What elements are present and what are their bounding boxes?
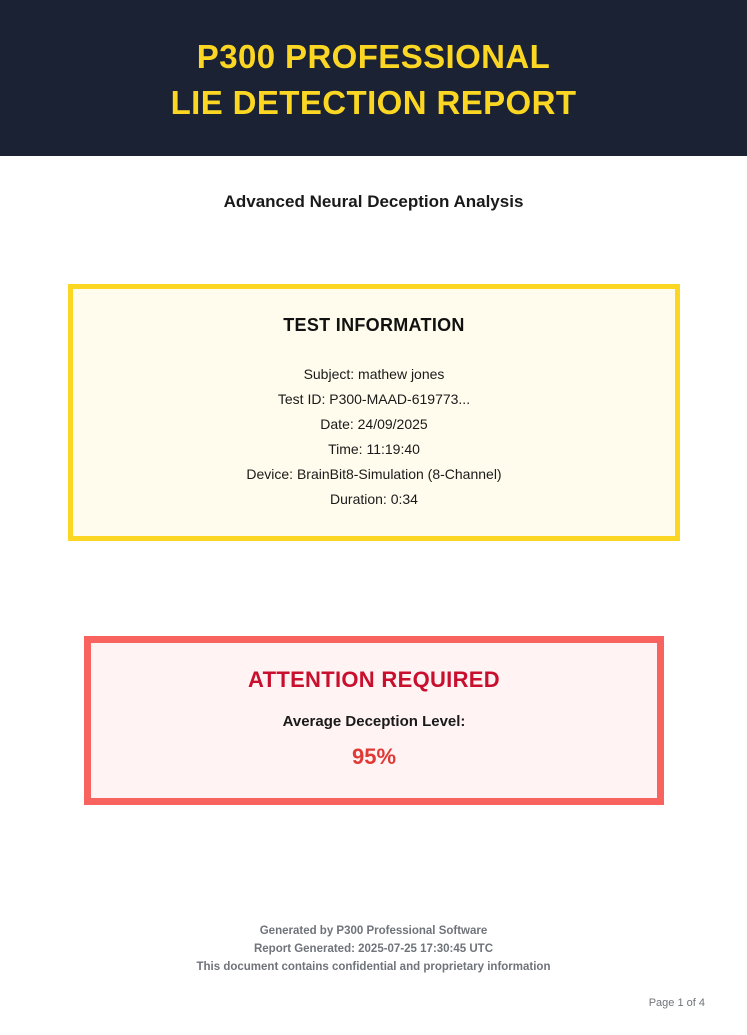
report-subtitle: Advanced Neural Deception Analysis: [223, 192, 524, 211]
report-header: [0, 0, 747, 156]
average-deception-label: Average Deception Level:: [282, 713, 466, 730]
page-number: Page 1 of 4: [648, 997, 705, 1009]
footer-generated-by: Generated by P300 Professional Software: [259, 925, 488, 937]
test-info-subject: Subject: mathew jones: [303, 366, 445, 382]
test-information-title: TEST INFORMATION: [283, 315, 465, 335]
average-deception-value: 95%: [351, 744, 397, 769]
attention-required-title: ATTENTION REQUIRED: [248, 667, 500, 692]
report-title-line-1: P300 PROFESSIONAL: [196, 38, 551, 75]
test-info-test-id: Test ID: P300-MAAD-619773...: [277, 391, 471, 407]
test-information-box: [68, 284, 680, 541]
footer-generated-timestamp: Report Generated: 2025-07-25 17:30:45 UTC: [253, 943, 494, 955]
report-title-line-2: LIE DETECTION REPORT: [170, 84, 577, 121]
test-info-date: Date: 24/09/2025: [320, 416, 428, 432]
test-info-device: Device: BrainBit8-Simulation (8-Channel): [246, 466, 502, 482]
footer-confidentiality-notice: This document contains confidential and proprietary information: [196, 961, 551, 973]
attention-required-box: [84, 636, 664, 805]
test-info-duration: Duration: 0:34: [330, 491, 418, 507]
report-footer: [0, 922, 747, 976]
test-info-time: Time: 11:19:40: [328, 441, 420, 457]
